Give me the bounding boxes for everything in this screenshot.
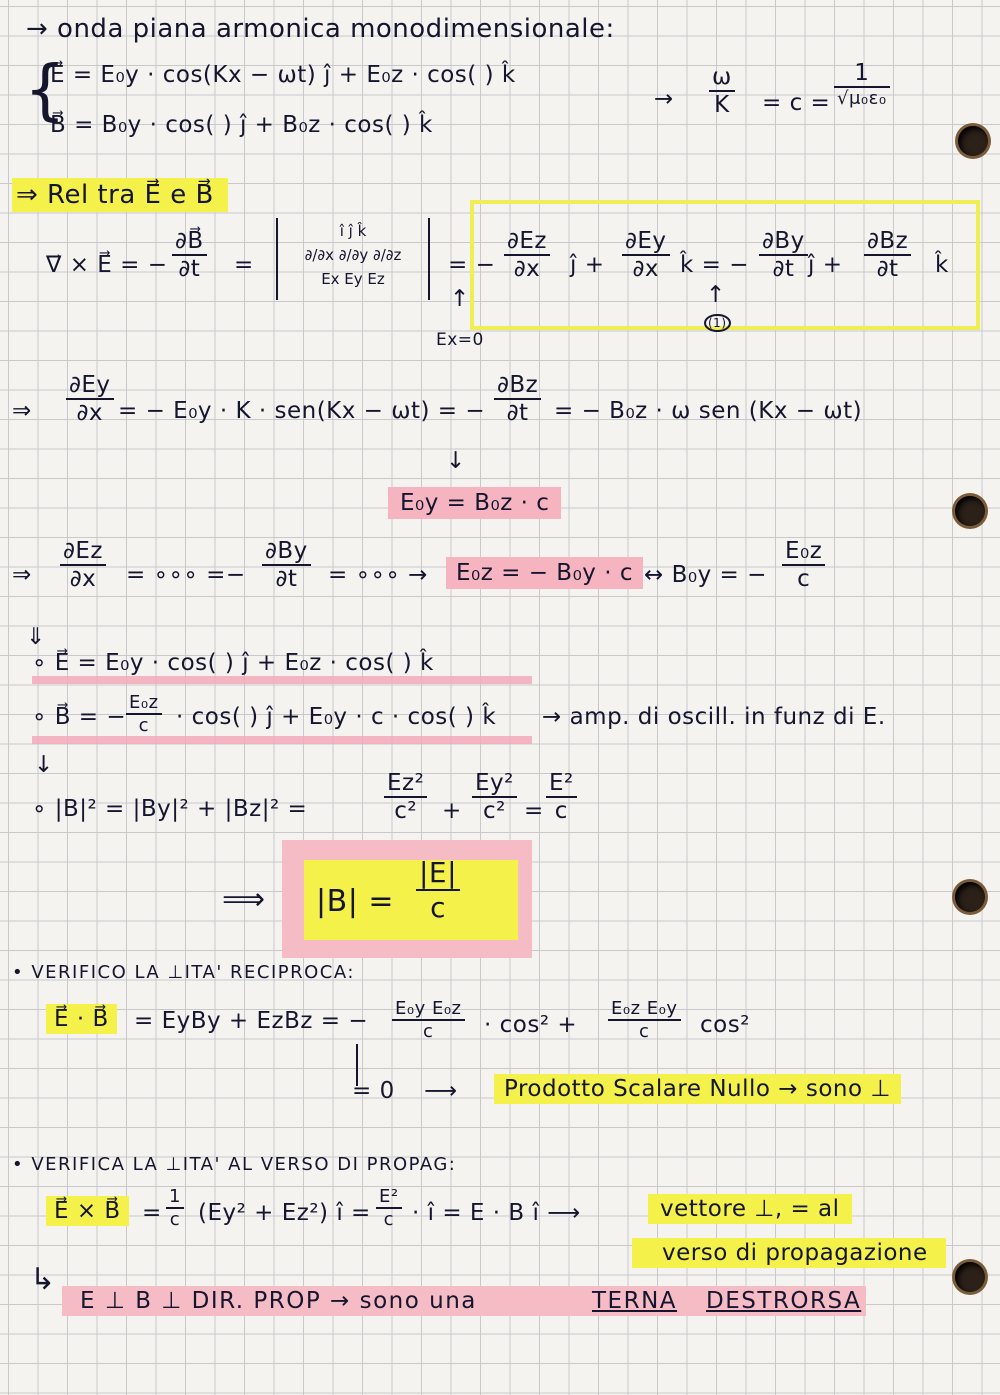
- final-lhs: |B| =: [316, 884, 394, 919]
- verify2-rest: · î = E · B î ⟶: [412, 1200, 581, 1226]
- verify2-lhs: E⃗ × B⃗: [46, 1198, 129, 1224]
- curl-eq: =: [234, 252, 254, 278]
- curl-k2: k̂: [935, 252, 949, 278]
- det-row-2: ∂/∂x ∂/∂y ∂/∂z: [304, 246, 402, 264]
- verify2-result2: verso di propagazione: [632, 1240, 946, 1266]
- result-e0y: E₀y = B₀z · c: [388, 490, 561, 516]
- verify2-result1: vettore ⊥, = al: [648, 1196, 852, 1222]
- final-frac: $\frac{|E|}{c}$: [412, 856, 464, 924]
- deriv1-arrow: ⇒: [12, 398, 32, 424]
- result-e0z: E₀z = − B₀y · c: [446, 560, 643, 586]
- final-arrow: ⟹: [222, 882, 266, 917]
- verify1-cos2: cos²: [700, 1012, 750, 1038]
- binder-hole-4: [955, 1262, 985, 1292]
- ex-zero-arrow: ↑: [450, 286, 470, 312]
- b-vector-post: · cos( ) ĵ + E₀y · c · cos( ) k̂: [176, 704, 497, 730]
- vectors-down: ⇓: [26, 624, 46, 650]
- curl-k: k̂ = −: [680, 252, 749, 278]
- e-vector-underline: [32, 676, 532, 684]
- deriv2-frac2: $\frac{\partial By}{\partial t}$: [258, 538, 315, 592]
- curl-lhs: ∇⃗ × E⃗ = −: [46, 252, 168, 278]
- modulus-plus: +: [442, 798, 462, 824]
- modulus-lhs: ∘ |B|² = |By|² + |Bz|² =: [32, 796, 308, 822]
- e-vector: ∘ E⃗ = E₀y · cos( ) ĵ + E₀z · cos( ) k̂: [32, 650, 434, 676]
- verify2-frac2: $\frac{\text{E²}}{c}$: [372, 1186, 406, 1230]
- system-brace: {: [24, 51, 66, 128]
- modulus-eq: =: [524, 798, 544, 824]
- verify1-heading: • VERIFICO LA ⊥ITA' RECIPROCA:: [12, 962, 355, 983]
- verify1-result: Prodotto Scalare Nullo → sono ⊥: [494, 1076, 901, 1102]
- verify1-frac1: $\frac{\text{E₀y E₀z}}{c}$: [388, 998, 469, 1042]
- circ-label: (1): [704, 314, 731, 332]
- curl-dbdt: $\frac{\partial B⃗}{\partial t}$: [168, 228, 211, 282]
- curl-deydx: $\frac{\partial Ey}{\partial x}$: [618, 228, 674, 282]
- verify2-heading: • VERIFICA LA ⊥ITA' AL VERSO DI PROPAG:: [12, 1154, 457, 1175]
- verify1-cos1: · cos² +: [484, 1012, 578, 1038]
- verify1-arrow: ⟶: [424, 1078, 458, 1104]
- omega-over-k: $\frac{\omega}{K}$: [705, 64, 739, 118]
- circ-arrow: ↑: [706, 282, 726, 308]
- deriv2-arrow2: ↔ B₀y = −: [644, 562, 767, 588]
- amplitude-note: → amp. di oscill. in funz di E.: [542, 704, 886, 730]
- binder-hole-1: [958, 126, 988, 156]
- curl-j: ĵ +: [570, 252, 605, 278]
- verify2-frac1: $\frac{1}{c}$: [162, 1186, 188, 1230]
- b-vector-underline: [32, 736, 532, 744]
- verify2-mid: =: [142, 1200, 162, 1226]
- modulus-frac3: $\frac{\text{E²}}{c}$: [542, 770, 581, 824]
- conclusion-destrorsa: DESTRORSA: [706, 1288, 862, 1314]
- b-vector-frac: $\frac{\text{E₀z}}{c}$: [122, 692, 166, 736]
- speed-formula: $\frac{1}{\text{√μ₀ε₀}}$: [830, 60, 894, 109]
- deriv2-dots: = ∘∘∘ =−: [126, 562, 246, 588]
- deriv1-rest: = − B₀z · ω sen (Kx − ωt): [554, 398, 863, 424]
- curl-dbzdt: $\frac{\partial Bz}{\partial t}$: [860, 228, 915, 282]
- determinant: [276, 218, 430, 300]
- b-field-equation: B⃗ = B₀y · cos( ) ĵ + B₀z · cos( ) k̂: [50, 112, 433, 138]
- curl-eq2: = −: [448, 252, 496, 278]
- deriv1-down: ↓: [446, 448, 466, 474]
- b-vector-pre: ∘ B⃗ = −: [32, 704, 127, 730]
- deriv2-frac3: $\frac{\text{E₀z}}{c}$: [778, 538, 829, 592]
- conclusion-terna: TERNA: [592, 1288, 678, 1314]
- speed-equals: = c =: [762, 90, 831, 116]
- verify1-zero: = 0: [352, 1078, 395, 1104]
- curl-j2: ĵ +: [808, 252, 843, 278]
- det-row-1: î ĵ k̂: [339, 222, 367, 240]
- ex-zero-label: Ex=0: [436, 330, 484, 350]
- verify2-mid2: (Ey² + Ez²) î =: [198, 1200, 371, 1226]
- system-arrow: →: [654, 86, 674, 112]
- relation-heading: ⇒ Rel tra E⃗ e B⃗: [12, 180, 228, 210]
- curl-dbydt: $\frac{\partial By}{\partial t}$: [755, 228, 812, 282]
- verify1-mid: = EyBy + EzBz = −: [134, 1008, 369, 1034]
- binder-hole-2: [955, 496, 985, 526]
- deriv1-frac2: $\frac{\partial Bz}{\partial t}$: [490, 372, 545, 426]
- conclusion-text: E ⊥ B ⊥ DIR. PROP → sono una: [80, 1288, 477, 1314]
- deriv1-mid: = − E₀y · K · sen(Kx − ωt) = −: [118, 398, 486, 424]
- det-row-3: Ex Ey Ez: [321, 270, 385, 288]
- deriv1-frac: $\frac{\partial Ey}{\partial x}$: [62, 372, 118, 426]
- deriv2-dots2: = ∘∘∘ →: [328, 562, 428, 588]
- deriv2-arrow: ⇒: [12, 562, 32, 588]
- curl-dezdx: $\frac{\partial Ez}{\partial x}$: [500, 228, 554, 282]
- modulus-down: ↓: [34, 752, 54, 778]
- binder-hole-3: [955, 882, 985, 912]
- verify1-frac2: $\frac{\text{E₀z E₀y}}{c}$: [604, 998, 685, 1042]
- modulus-frac2: $\frac{\text{Ey²}}{\text{c²}}$: [468, 770, 521, 824]
- deriv2-frac: $\frac{\partial Ez}{\partial x}$: [56, 538, 110, 592]
- e-field-equation: E⃗ = E₀y · cos(Kx − ωt) ĵ + E₀z · cos( ) k̂: [50, 62, 516, 88]
- conclusion-arrow: ↳: [30, 1262, 56, 1297]
- modulus-frac1: $\frac{\text{Ez²}}{\text{c²}}$: [380, 770, 431, 824]
- verify1-lhs: E⃗ · B⃗: [46, 1006, 117, 1032]
- page-title: → onda piana armonica monodimensionale:: [26, 14, 615, 44]
